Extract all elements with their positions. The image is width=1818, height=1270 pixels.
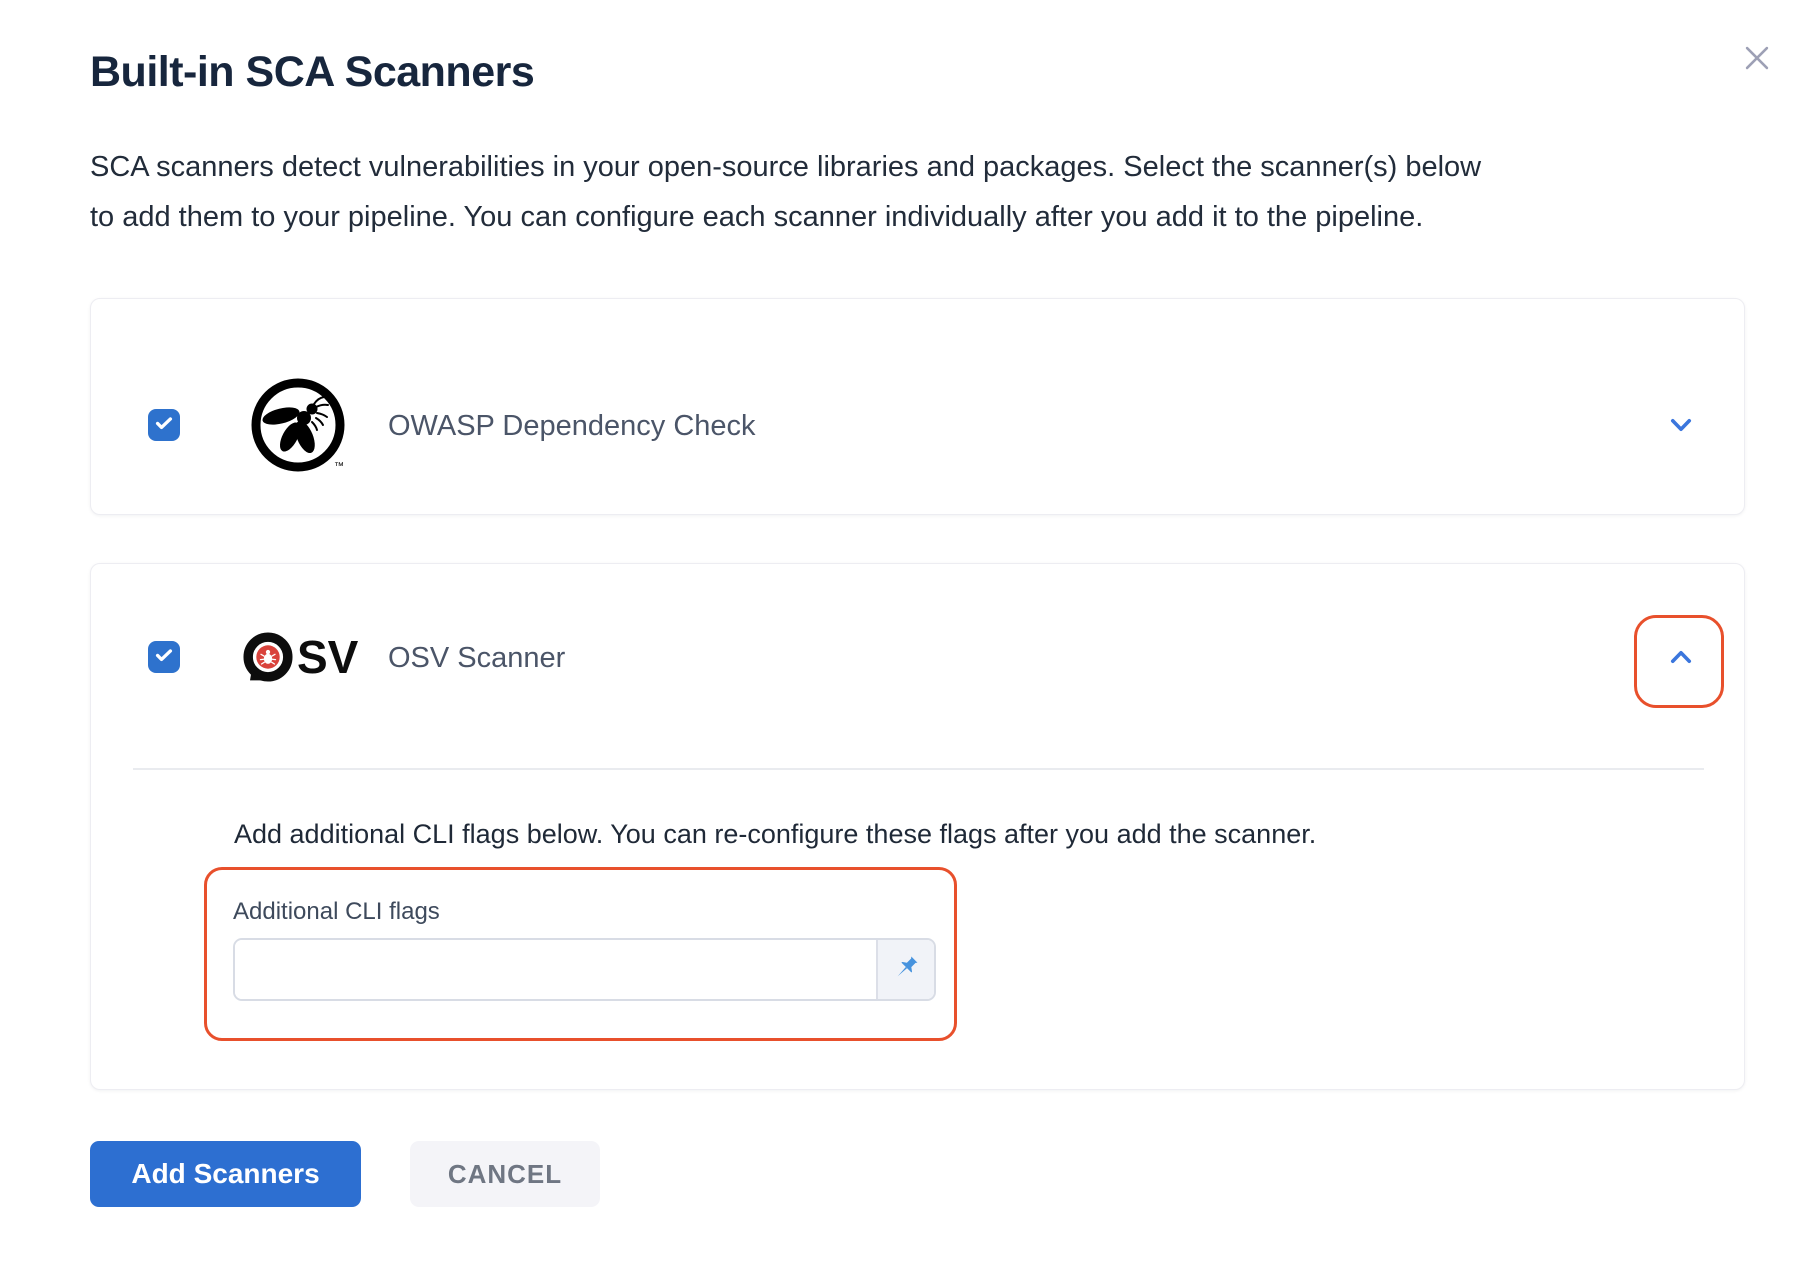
osv-logo-text: SV bbox=[297, 631, 359, 683]
description-line-1: SCA scanners detect vulnerabilities in your open-source libraries and packages. Select the scanner(s) below bbox=[90, 151, 1482, 183]
cli-flags-input[interactable] bbox=[235, 940, 876, 999]
modal-description bbox=[90, 142, 1481, 242]
page-title: Built-in SCA Scanners bbox=[90, 48, 535, 96]
chevron-down-icon bbox=[1663, 407, 1699, 446]
scanner-card-owasp bbox=[90, 298, 1745, 515]
scanner-card-osv bbox=[90, 563, 1745, 1090]
owasp-checkbox[interactable] bbox=[148, 409, 180, 441]
close-icon bbox=[1740, 41, 1774, 78]
osv-collapse-button[interactable] bbox=[1659, 636, 1703, 680]
cancel-button[interactable]: CANCEL bbox=[410, 1141, 600, 1207]
pin-flag-button[interactable] bbox=[876, 940, 934, 999]
description-line-2: to add them to your pipeline. You can configure each scanner individually after you add it to the pipeline. bbox=[90, 201, 1424, 233]
owasp-tm-mark: ™ bbox=[334, 461, 344, 472]
chevron-up-icon bbox=[1663, 639, 1699, 678]
pushpin-icon bbox=[891, 953, 921, 986]
scanner-name-osv: OSV Scanner bbox=[388, 642, 566, 674]
checkmark-icon bbox=[153, 412, 175, 439]
card-divider bbox=[133, 768, 1704, 770]
osv-bug-logo-icon bbox=[241, 630, 358, 684]
osv-checkbox[interactable] bbox=[148, 641, 180, 673]
owasp-expand-button[interactable] bbox=[1659, 404, 1703, 448]
checkmark-icon bbox=[153, 644, 175, 671]
add-scanners-button[interactable]: Add Scanners bbox=[90, 1141, 361, 1207]
cli-flags-help-text: Add additional CLI flags below. You can re-configure these flags after you add the scanner. bbox=[234, 819, 1317, 849]
close-button[interactable] bbox=[1736, 38, 1778, 80]
cli-flags-input-group bbox=[233, 938, 936, 1001]
owasp-wasp-logo-icon bbox=[248, 375, 348, 475]
scanner-name-owasp: OWASP Dependency Check bbox=[388, 410, 756, 442]
cli-flags-label: Additional CLI flags bbox=[233, 898, 440, 925]
